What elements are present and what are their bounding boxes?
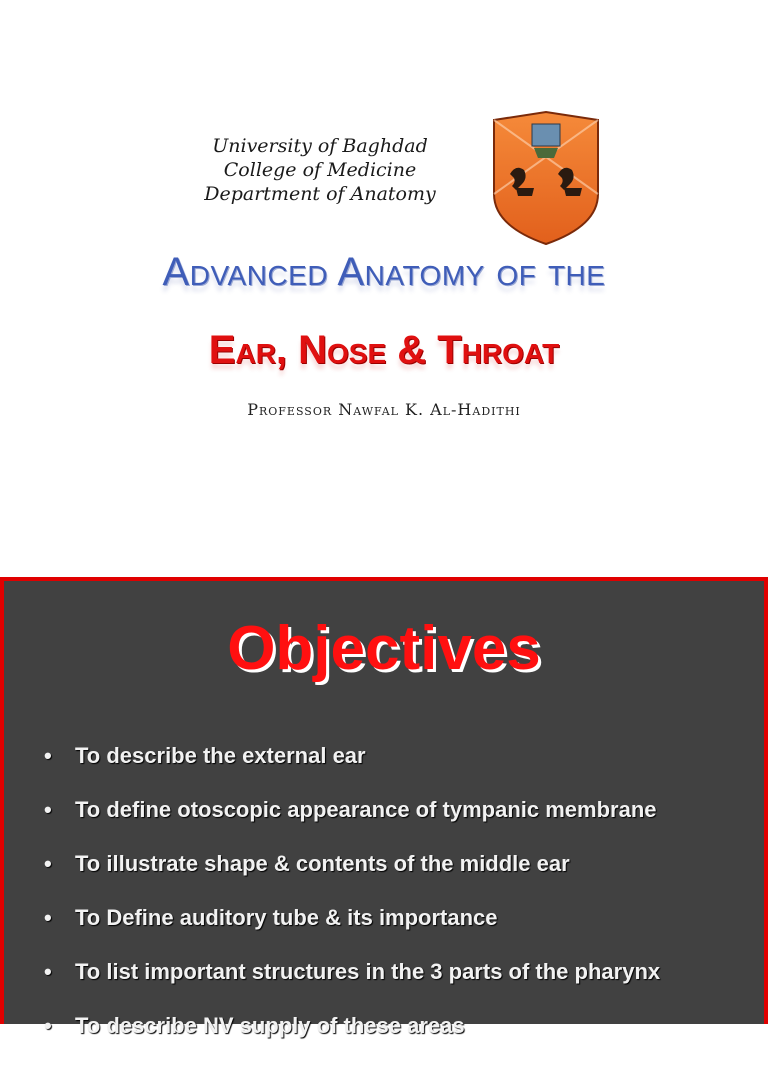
bullet-icon: • [44, 959, 52, 984]
list-item [44, 959, 660, 1013]
objectives-list [44, 743, 660, 1067]
department-line: Department of Anatomy [204, 183, 436, 205]
objectives-title: Objectives [227, 614, 541, 683]
university-header [150, 134, 490, 206]
university-line: University of Baghdad [212, 135, 428, 157]
objective-text: To illustrate shape & contents of the middle ear [75, 851, 570, 876]
list-item [44, 905, 660, 959]
college-line: College of Medicine [223, 159, 417, 181]
bullet-icon: • [44, 743, 52, 768]
bullet-icon: • [44, 1013, 52, 1038]
author-name: Professor Nawfal K. Al-Hadithi [247, 400, 521, 419]
list-item [44, 797, 660, 851]
objective-text: To list important structures in the 3 parts of the pharynx [75, 959, 661, 984]
bullet-icon: • [44, 797, 52, 822]
objective-text: To Define auditory tube & its importance [75, 905, 498, 930]
title-line-ent: Ear, Nose & Throat [208, 328, 560, 372]
objective-text: To describe NV supply of these areas [75, 1013, 465, 1038]
list-item [44, 1013, 660, 1067]
list-item [44, 851, 660, 905]
bullet-icon: • [44, 851, 52, 876]
objective-text: To describe the external ear [75, 743, 366, 768]
objective-text: To define otoscopic appearance of tympanic membrane [75, 797, 657, 822]
title-line-advanced-anatomy: Advanced Anatomy of the [162, 250, 606, 294]
objectives-slide [0, 577, 768, 1038]
bullet-icon: • [44, 905, 52, 930]
list-item [44, 743, 660, 797]
university-crest-icon [488, 108, 604, 248]
